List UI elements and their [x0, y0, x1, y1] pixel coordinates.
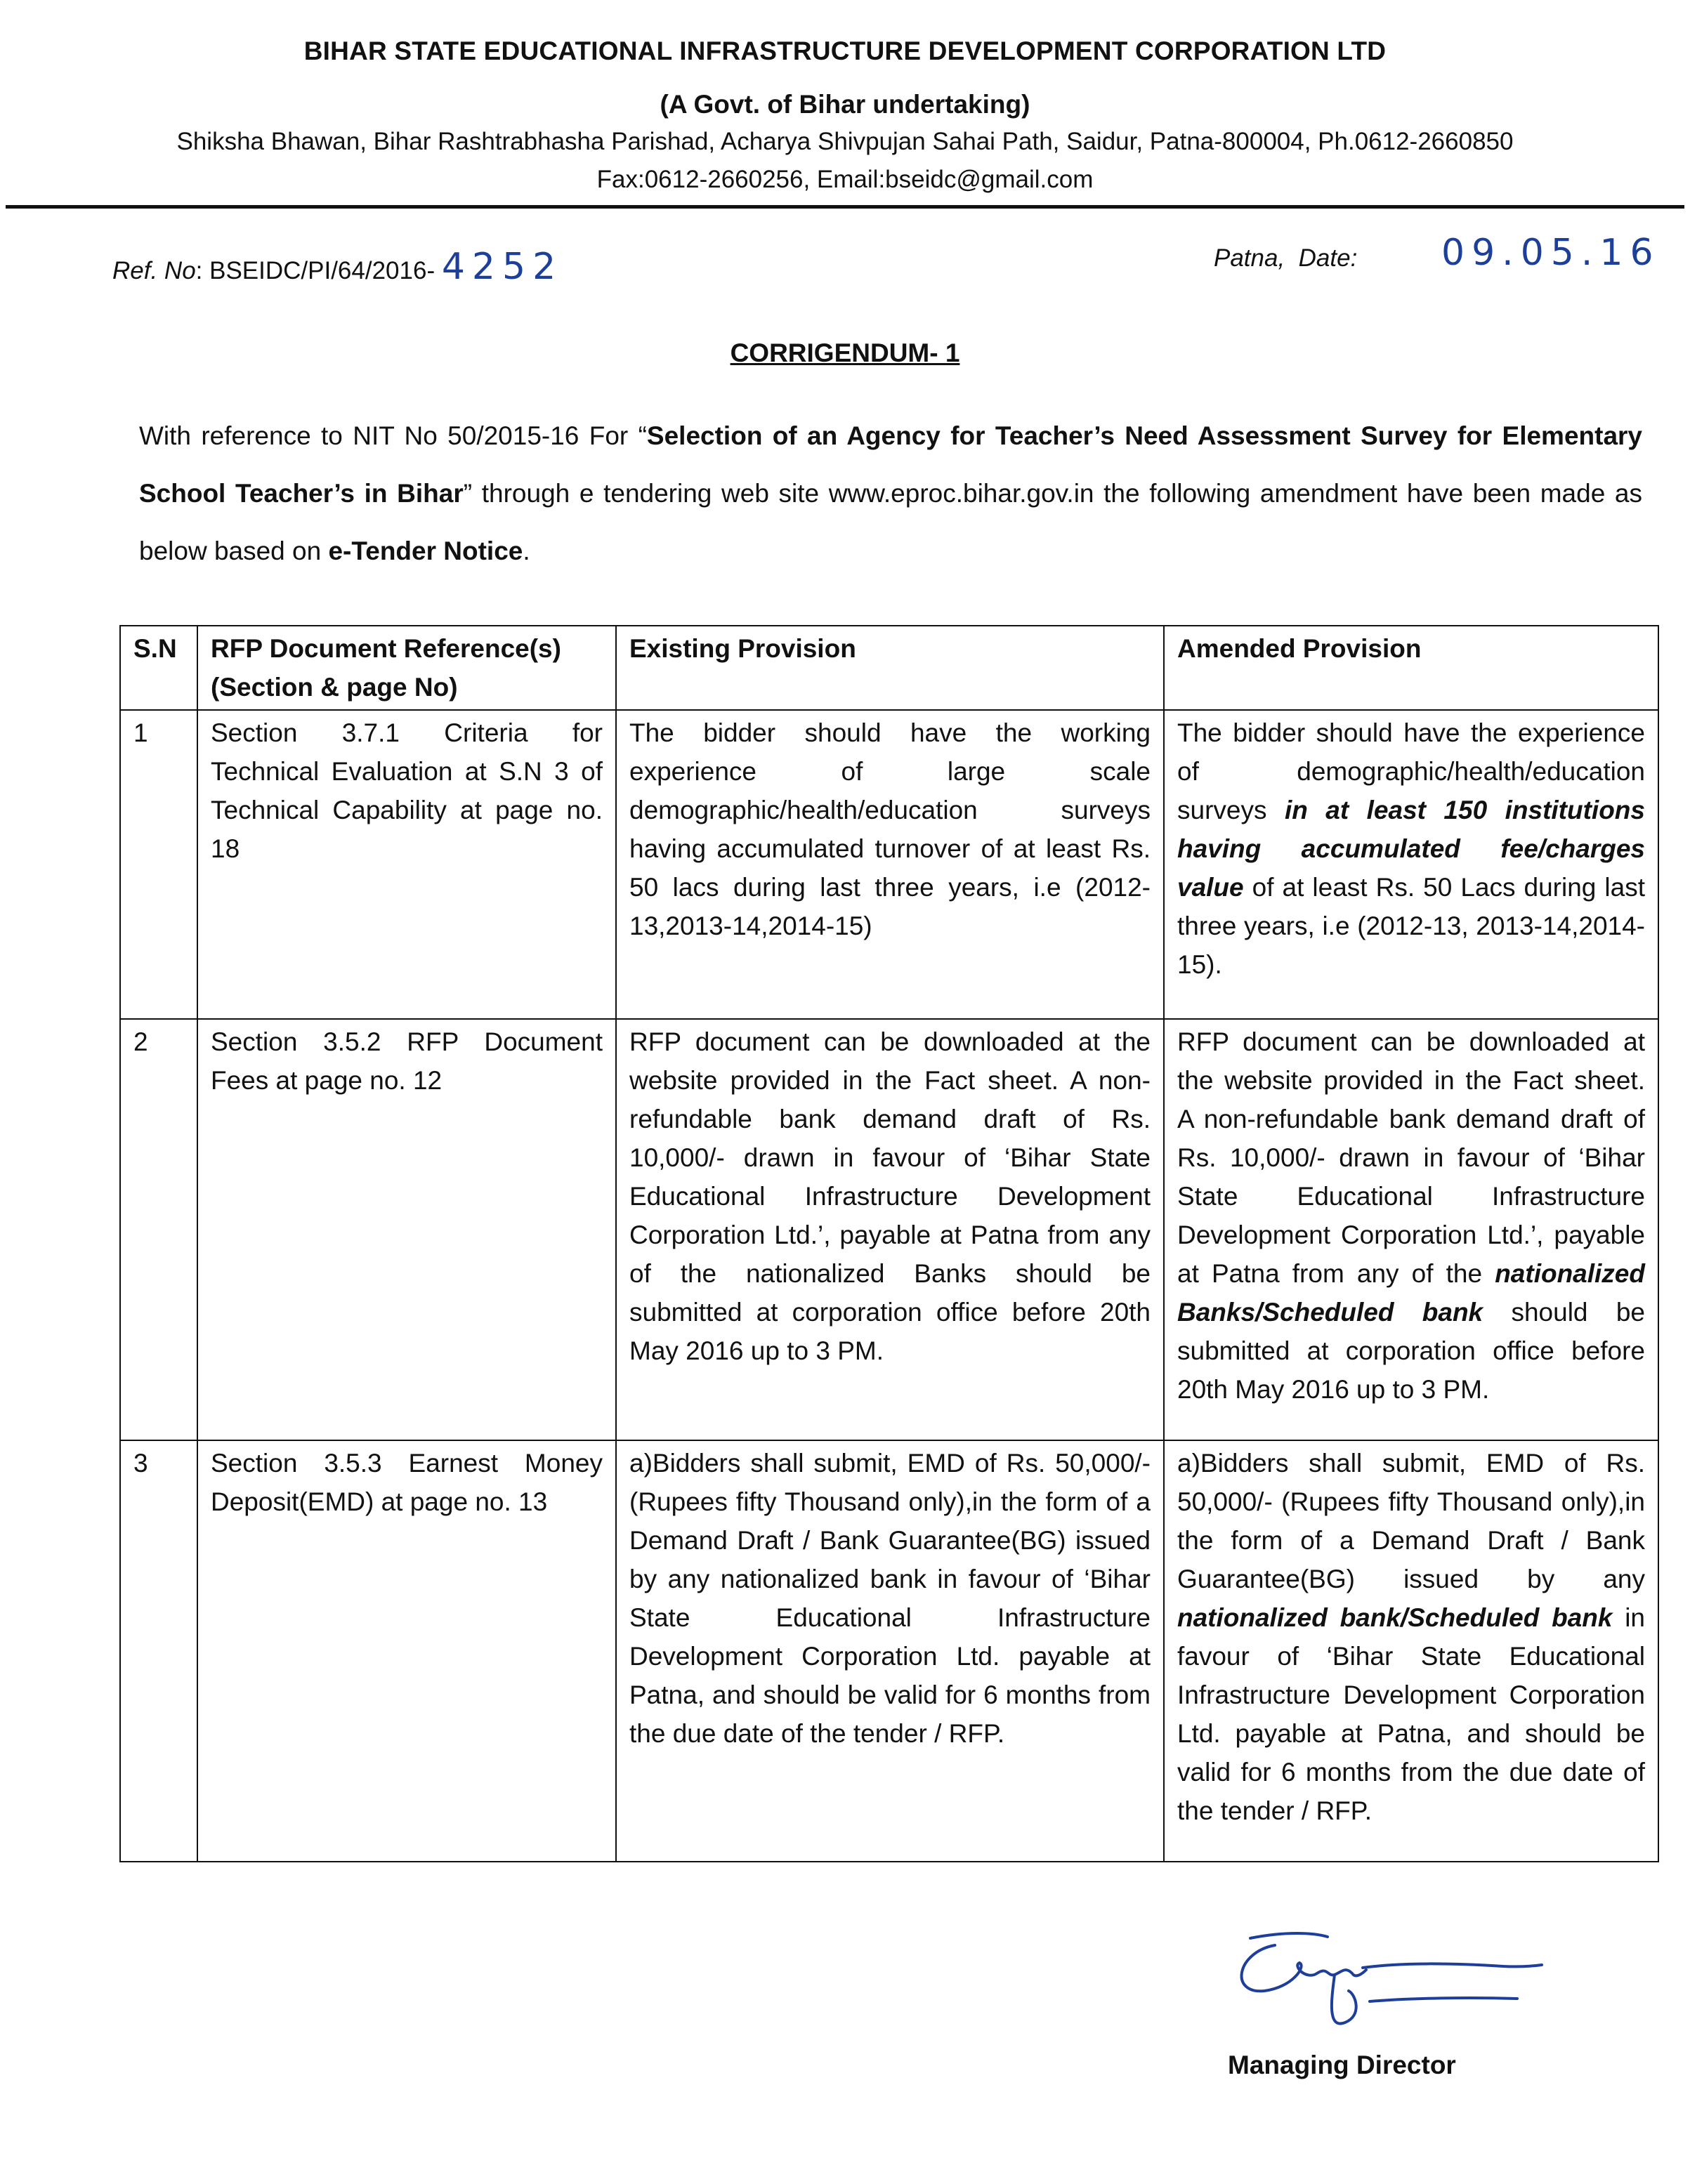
- cell-existing: a)Bidders shall submit, EMD of Rs. 50,000/- (Rupees fifty Thousand only),in the form of a Demand Draft / Bank Guarantee(BG) issued by any nationalized bank in favour of ‘Bihar State Educational Infrastructure Development Corporation Ltd. payable at Patna, and should be valid for 6 months from the due date of the tender / RFP.: [616, 1440, 1164, 1862]
- table-row: [120, 710, 1658, 1019]
- cell-reference: Section 3.5.2 RFP Document Fees at page no. 12: [197, 1019, 616, 1440]
- amended-text: The bidder should have the experience of demographic/health/education surveys: [1177, 718, 1645, 824]
- col-header-reference: RFP Document Reference(s) (Section & page No): [197, 626, 616, 710]
- organization-name: BIHAR STATE EDUCATIONAL INFRASTRUCTURE DEVELOPMENT CORPORATION LTD: [303, 37, 1387, 65]
- signatory-title: Managing Director: [1228, 2051, 1456, 2079]
- amended-emphasis: nationalized bank/Scheduled bank: [1177, 1603, 1613, 1632]
- amended-text: of at least Rs. 50 Lacs during last three years, i.e (2012-13, 2013-14,2014-15).: [1177, 873, 1645, 979]
- intro-part3: .: [523, 537, 530, 565]
- handwritten-signature: [1222, 1924, 1545, 2051]
- amended-text: in favour of ‘Bihar State Educational Infrastructure Development Corporation Ltd. payable at Patna, and should be valid for 6 months from the due date of the tender / RFP.: [1177, 1603, 1646, 1825]
- cell-sn: 3: [120, 1440, 197, 1862]
- date-handwritten: 09.05.16: [1441, 232, 1660, 274]
- cell-sn: 2: [120, 1019, 197, 1440]
- header-divider: [6, 205, 1684, 209]
- amended-text: RFP document can be downloaded at the website provided in the Fact sheet. A non-refundable bank demand draft of Rs. 10,000/- drawn in favour of ‘Bihar State Educational Infrastructure Development Corporation Ltd.’, payable at Patna from any of the: [1177, 1027, 1645, 1288]
- document-title: CORRIGENDUM- 1: [730, 338, 960, 367]
- col-header-amended: Amended Provision: [1164, 626, 1658, 710]
- cell-reference: Section 3.5.3 Earnest Money Deposit(EMD) at page no. 13: [197, 1440, 616, 1862]
- cell-reference: Section 3.7.1 Criteria for Technical Evaluation at S.N 3 of Technical Capability at page no. 18: [197, 710, 616, 1019]
- intro-paragraph: [139, 407, 1642, 580]
- place-label: Patna,: [1214, 244, 1285, 272]
- date-label: [1214, 244, 1357, 272]
- ref-prefix: : BSEIDC/PI/64/2016-: [195, 257, 435, 284]
- contact-line: Fax:0612-2660256, Email:bseidc@gmail.com: [596, 166, 1094, 193]
- cell-existing: The bidder should have the working experience of large scale demographic/health/education surveys having accumulated turnover of at least Rs. 50 lacs during last three years, i.e (2012-13,2013-14,2014-15): [616, 710, 1164, 1019]
- table-row: [120, 1440, 1658, 1862]
- cell-amended: [1164, 1019, 1658, 1440]
- col-header-existing: Existing Provision: [616, 626, 1164, 710]
- amended-text: a)Bidders shall submit, EMD of Rs. 50,000/- (Rupees fifty Thousand only),in the form of a Demand Draft / Bank Guarantee(BG) issued by any: [1177, 1449, 1645, 1593]
- undertaking-line: (A Govt. of Bihar undertaking): [660, 90, 1030, 119]
- intro-bold-title: Selection of an Agency for Teacher’s Need Assessment Survey for Elementary School Teacher’s in Bihar: [139, 421, 1643, 508]
- ref-handwritten-number: 4252: [441, 246, 563, 288]
- col-header-sn: S.N: [120, 626, 197, 710]
- address-line: Shiksha Bhawan, Bihar Rashtrabhasha Parishad, Acharya Shivpujan Sahai Path, Saidur, Patna-800004, Ph.0612-2660850: [176, 128, 1514, 155]
- reference-number: [112, 246, 563, 288]
- intro-part2: ” through e tendering web site www.eproc.bihar.gov.in the following amendment have been made as below based on: [139, 479, 1642, 565]
- amended-emphasis: nationalized Banks/Scheduled bank: [1177, 1259, 1645, 1327]
- cell-amended: [1164, 1440, 1658, 1862]
- table-header-row: [120, 626, 1658, 710]
- amended-text: should be submitted at corporation office before 20th May 2016 up to 3 PM.: [1177, 1298, 1645, 1404]
- date-word: Date:: [1298, 244, 1358, 272]
- cell-sn: 1: [120, 710, 197, 1019]
- cell-amended: [1164, 710, 1658, 1019]
- table-row: [120, 1019, 1658, 1440]
- cell-existing: RFP document can be downloaded at the website provided in the Fact sheet. A non-refundable bank demand draft of Rs. 10,000/- drawn in favour of ‘Bihar State Educational Infrastructure Development Corporation Ltd.’, payable at Patna from any of the nationalized Banks should be submitted at corporation office before 20th May 2016 up to 3 PM.: [616, 1019, 1164, 1440]
- intro-part1: With reference to NIT No 50/2015-16 For “: [139, 421, 647, 450]
- intro-bold-notice: e-Tender Notice: [328, 537, 523, 565]
- amended-emphasis: in at least 150 institutions having accumulated fee/charges value: [1177, 796, 1645, 902]
- amendment-table: [119, 625, 1659, 1862]
- ref-label: Ref. No: [112, 257, 196, 284]
